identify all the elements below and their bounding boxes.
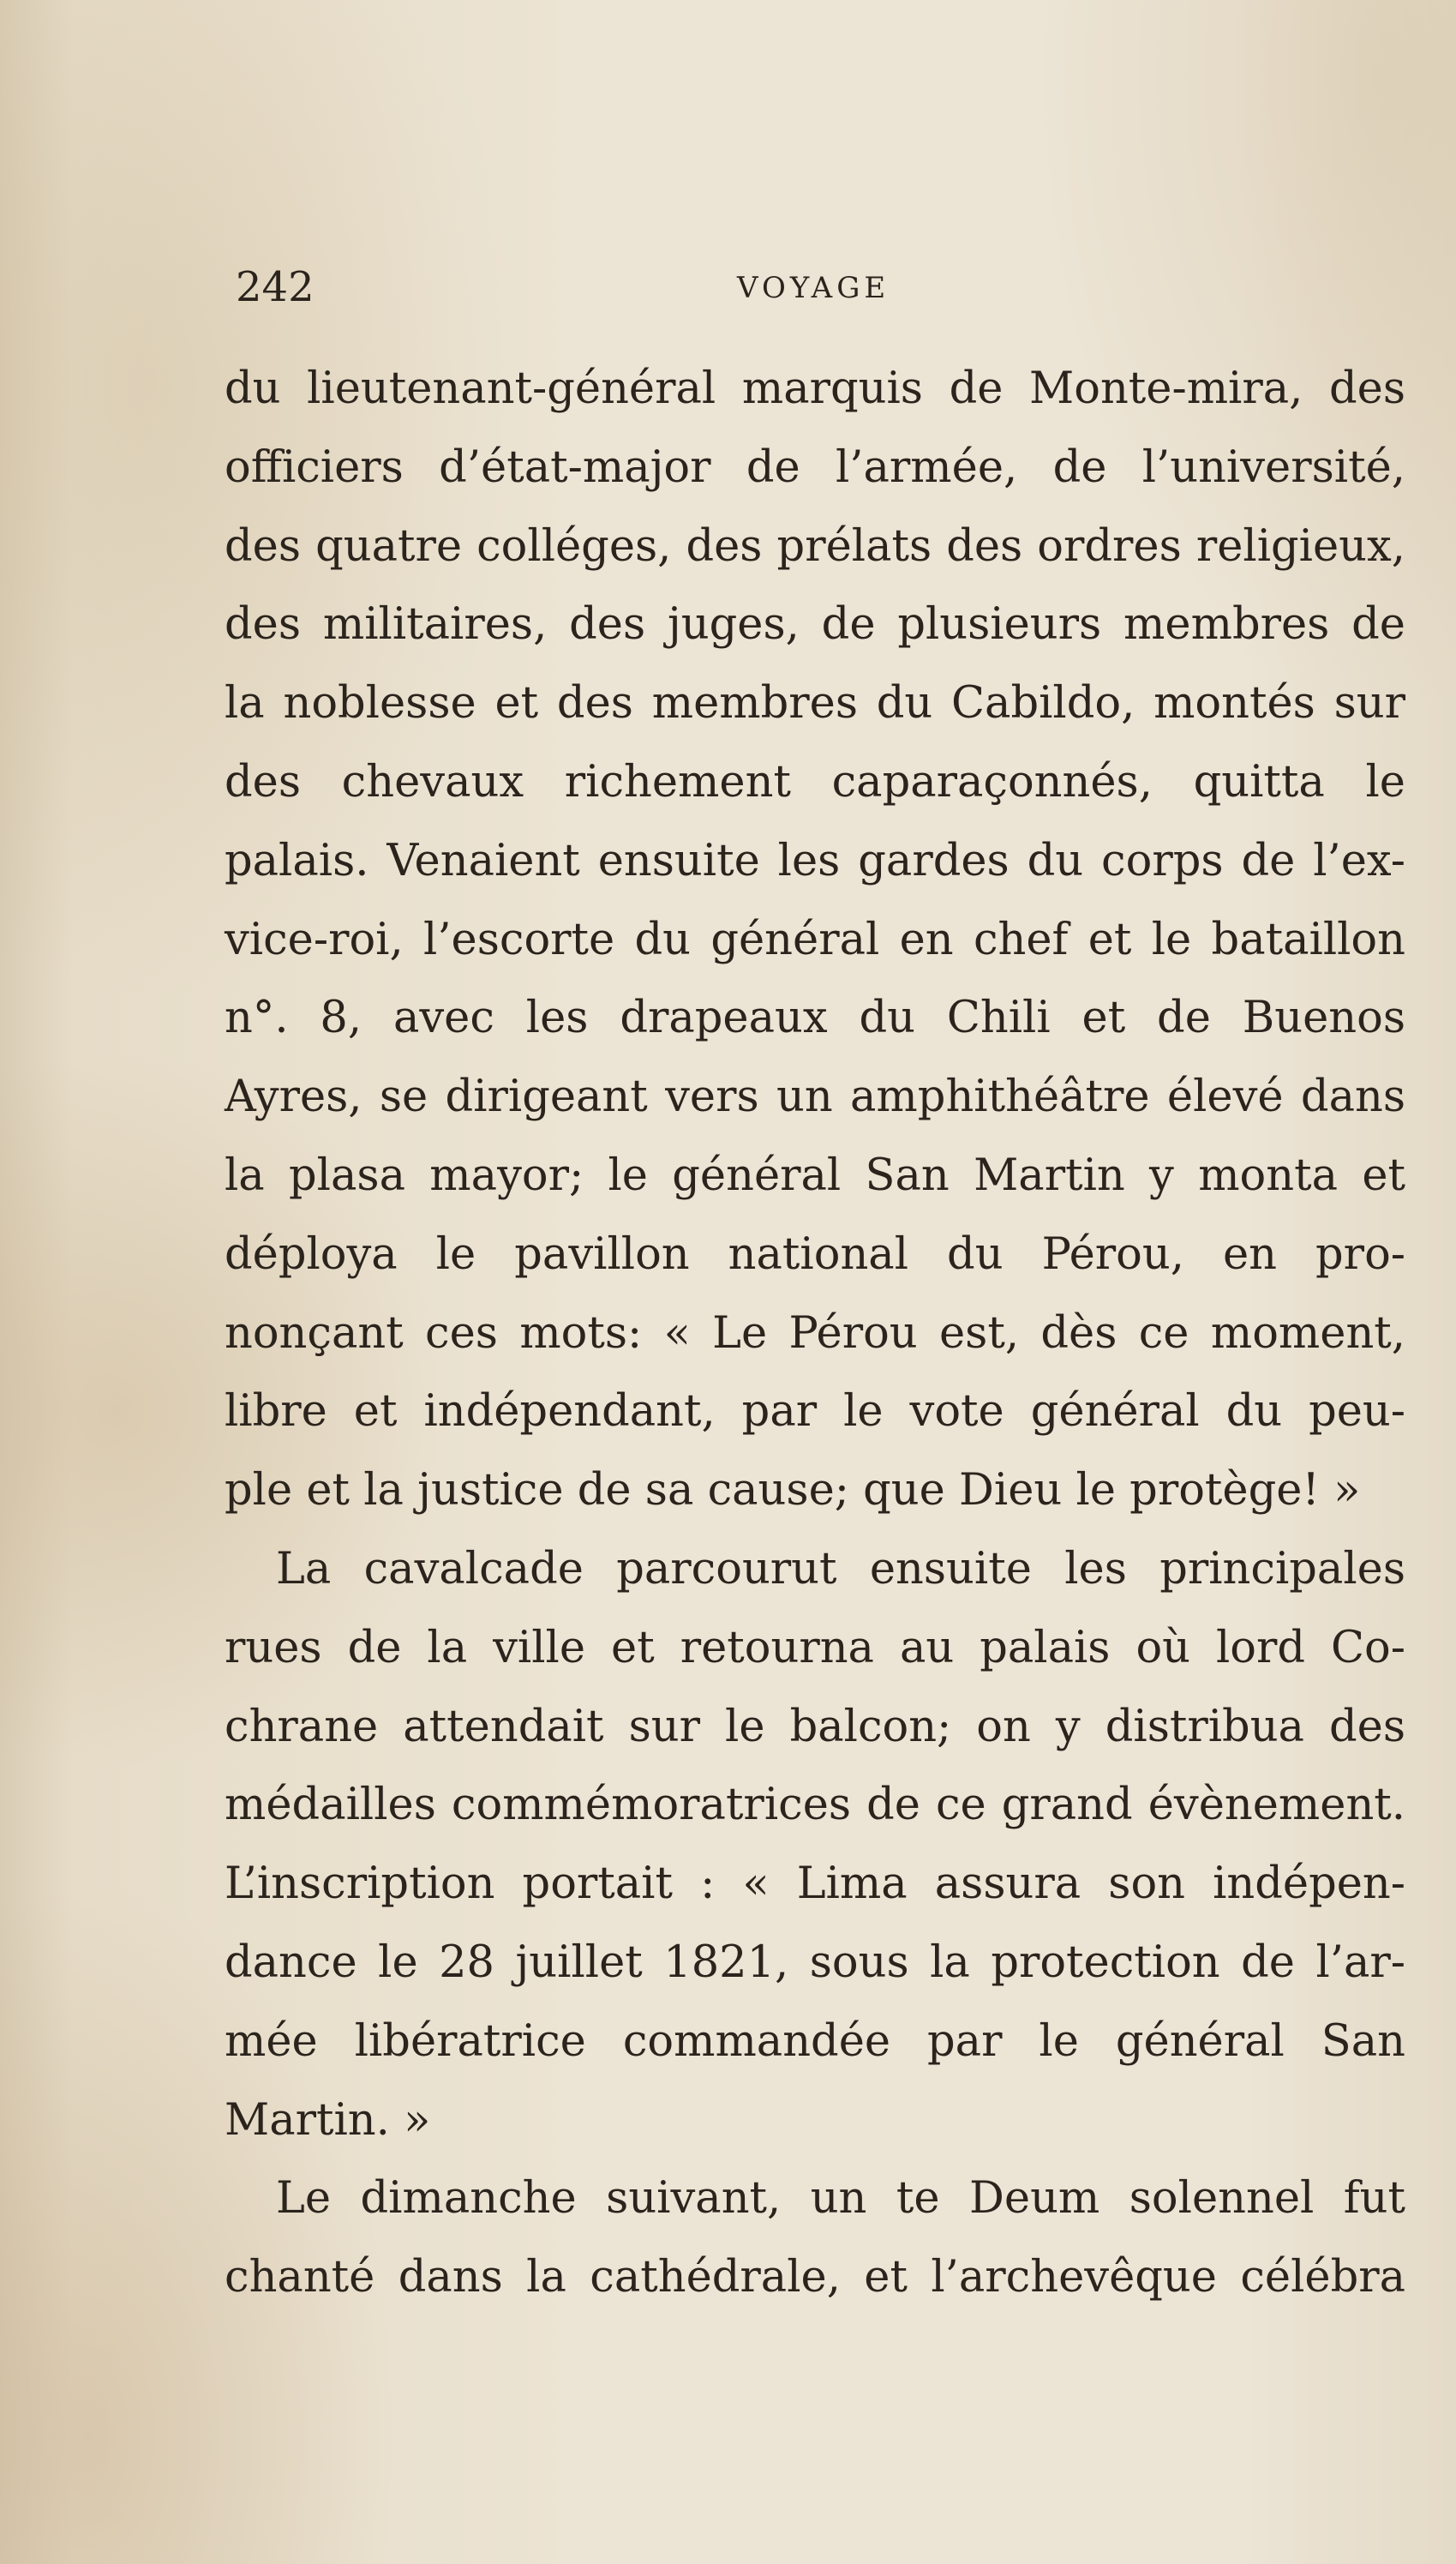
text-line: du lieutenant-général marquis de Monte-mira, des: [225, 363, 1405, 414]
text-line: nonçant ces mots: « Le Pérou est, dès ce moment,: [225, 1307, 1405, 1359]
text-line: chanté dans la cathédrale, et l’archevêque célébra: [225, 2252, 1405, 2303]
text-line: des militaires, des juges, de plusieurs membres de: [225, 599, 1405, 651]
text-line: des chevaux richement caparaçonnés, quitta le: [225, 756, 1405, 808]
running-title: VOYAGE: [737, 271, 890, 305]
paragraph-start-line: Le dimanche suivant, un te Deum solennel fut: [276, 2173, 1405, 2225]
text-line: palais. Venaient ensuite les gardes du corps de l’ex-: [225, 835, 1405, 886]
text-line: vice-roi, l’escorte du général en chef et le bataillon: [225, 914, 1405, 965]
page-number: 242: [236, 263, 315, 311]
text-line: chrane attendait sur le balcon; on y distribua des: [225, 1701, 1405, 1752]
text-line: déploya le pavillon national du Pérou, en pro-: [225, 1228, 1405, 1280]
text-line: officiers d’état-major de l’armée, de l’université,: [225, 441, 1405, 493]
body-text: [225, 350, 1405, 2317]
text-line: L’inscription portait : « Lima assura son indépen-: [225, 1858, 1405, 1910]
text-line: n°. 8, avec les drapeaux du Chili et de Buenos: [225, 993, 1405, 1044]
text-line: dance le 28 juillet 1821, sous la protection de l’ar-: [225, 1937, 1405, 1988]
text-line: la noblesse et des membres du Cabildo, montés sur: [225, 678, 1405, 730]
text-line: mée libératrice commandée par le général San: [225, 2015, 1405, 2067]
paragraph-start-line: La cavalcade parcourut ensuite les principales: [276, 1543, 1405, 1594]
text-line: la plasa mayor; le général San Martin y monta et: [225, 1150, 1405, 1201]
text-line: médailles commémoratrices de ce grand évènement.: [225, 1780, 1405, 1831]
text-line: ple et la justice de sa cause; que Dieu le protège! »: [225, 1465, 1361, 1516]
text-line: Martin. »: [225, 2094, 431, 2146]
running-head: [236, 261, 1397, 313]
text-line: rues de la ville et retourna au palais où lord Co-: [225, 1622, 1405, 1673]
text-line: Ayres, se dirigeant vers un amphithéâtre élevé dans: [225, 1072, 1405, 1123]
text-line: libre et indépendant, par le vote général du peu-: [225, 1386, 1405, 1438]
text-line: des quatre colléges, des prélats des ordres religieux,: [225, 520, 1405, 572]
